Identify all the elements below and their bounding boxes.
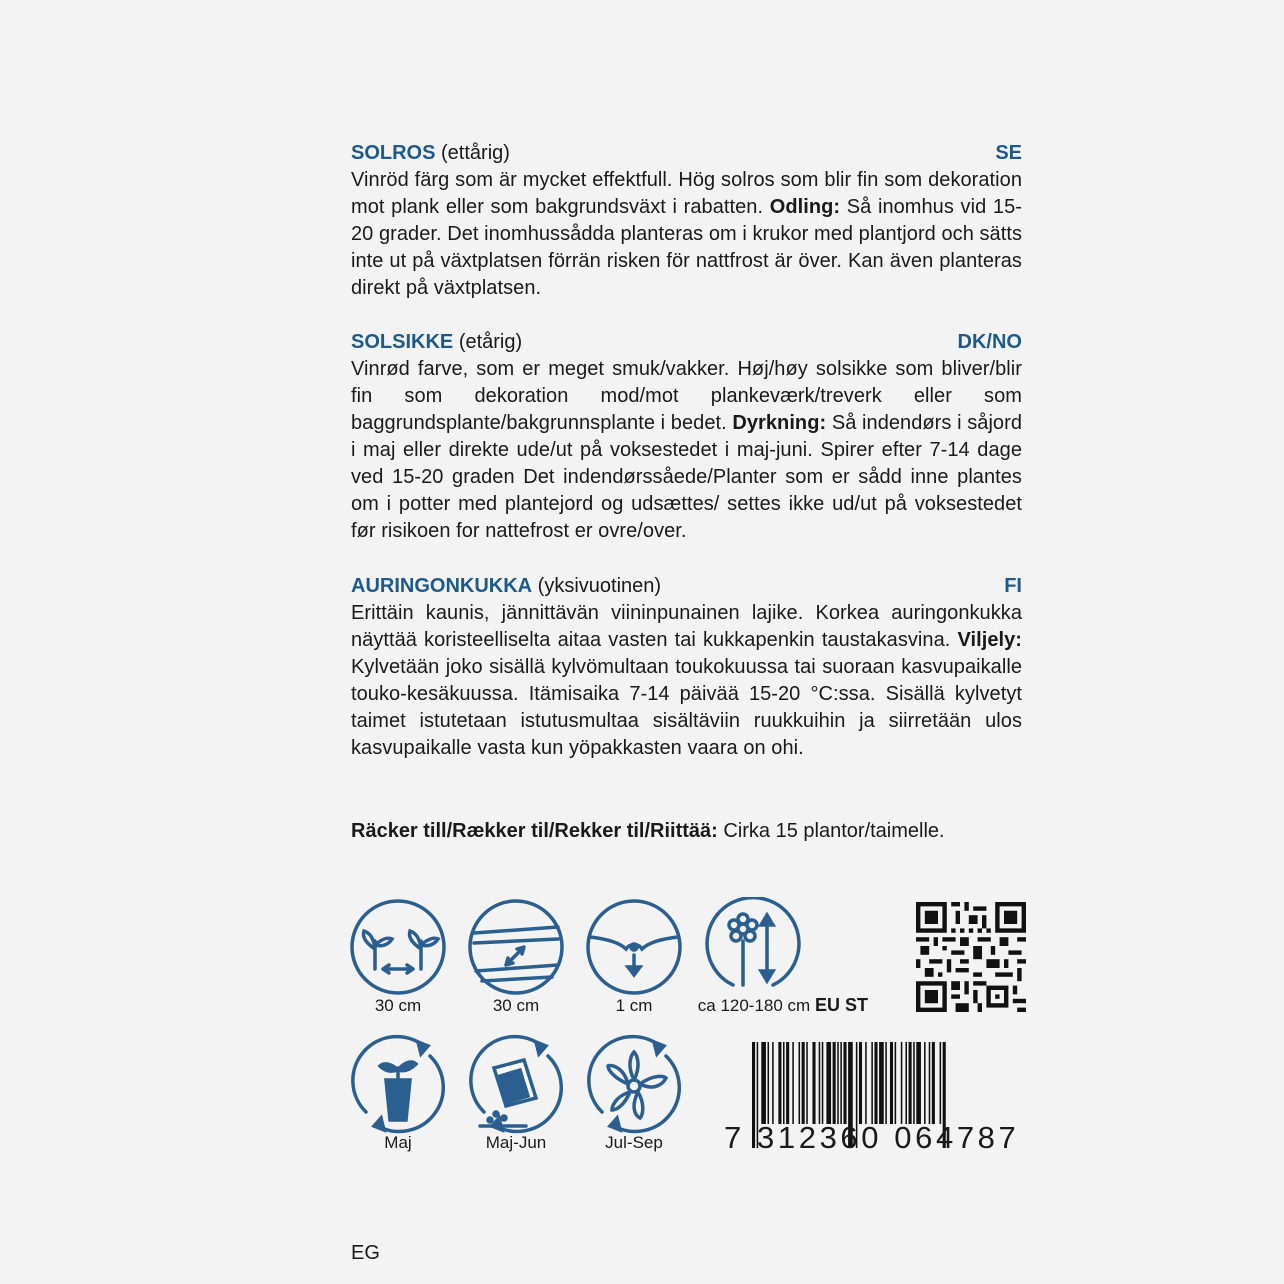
barcode-bar bbox=[833, 1042, 836, 1124]
section-body: Vinrød farve, som er meget smuk/vakker. Høj/høy solsikke som bliver/blir fin som dekoration mod/mot plankeværk/treverk eller som baggrundsplante/bakgrunnsplante i bedet. Dyrkning: Så indendørs i såjord i maj eller direkte ude/ut på voksestedet i maj-juni. Spirer efter 7-14 dage ved 15-20 graden Det indendørssåede/Planter som er sådd inne plantes om i potter med plantejord og udsættes/ settes ikke ud/ut på voksestedet før risikoen for nattefrost er ovre/over. bbox=[351, 358, 1022, 542]
section-title: AURINGONKUKKA bbox=[351, 575, 533, 597]
barcode-bar bbox=[806, 1042, 808, 1124]
section-title: SOLROS bbox=[351, 142, 436, 164]
section-body: Vinröd färg som är mycket effektfull. Hög solros som blir fin som dekoration mot plank eller som bakgrundsväxt i rabatten. Odling: Så inomhus vid 15-20 grader. Det inomhussådda planteras om i krukor med plantjord och sätts inte ut på växtplatsen förrän risken för nattfrost är över. Kan även planteras direkt på växtplatsen. bbox=[351, 169, 1022, 299]
barcode-bar bbox=[802, 1042, 805, 1124]
barcode-bar bbox=[874, 1042, 877, 1124]
barcode-bar bbox=[812, 1042, 815, 1124]
barcode-bar bbox=[799, 1042, 801, 1124]
barcode-bar bbox=[822, 1042, 824, 1124]
barcode-bar bbox=[885, 1042, 887, 1124]
barcode-bar bbox=[859, 1042, 862, 1124]
section-heading bbox=[351, 329, 1022, 356]
eu-standard-label: EU ST bbox=[815, 995, 869, 1015]
barcode-bar bbox=[792, 1042, 794, 1124]
barcode-bar bbox=[901, 1042, 903, 1124]
barcode-bar bbox=[778, 1042, 781, 1124]
barcode-bar bbox=[879, 1042, 884, 1124]
plant-spacing-icon bbox=[348, 897, 448, 997]
barcode-bar bbox=[768, 1042, 770, 1124]
language-code: SE bbox=[995, 142, 1022, 164]
barcode-bar bbox=[871, 1042, 873, 1124]
barcode-bar bbox=[826, 1042, 831, 1124]
barcode-bar bbox=[905, 1042, 907, 1124]
flowering-icon bbox=[584, 1034, 684, 1134]
indoor-sowing-icon bbox=[348, 1034, 448, 1134]
barcode-bar bbox=[837, 1042, 839, 1124]
section-subtitle: (ettårig) bbox=[441, 142, 510, 164]
barcode-bar bbox=[865, 1042, 867, 1124]
section-heading bbox=[351, 140, 1022, 167]
barcode-bar bbox=[819, 1042, 821, 1124]
barcode-bar bbox=[929, 1042, 931, 1124]
barcode-bar bbox=[916, 1042, 921, 1124]
section-fi bbox=[351, 573, 1022, 762]
section-title: SOLSIKKE bbox=[351, 331, 454, 353]
sowing-depth-icon bbox=[584, 897, 684, 997]
icon-label: 30 cm bbox=[492, 996, 540, 1015]
icon-label: ca 120-180 cm bbox=[697, 996, 811, 1015]
icon-label: Maj-Jun bbox=[485, 1133, 547, 1152]
icon-label: 1 cm bbox=[615, 996, 653, 1015]
barcode-number: 7 312360 064787 bbox=[724, 1120, 1020, 1155]
icon-label: Maj bbox=[384, 1133, 412, 1152]
barcode-bar bbox=[783, 1042, 785, 1124]
barcode-bar bbox=[840, 1042, 842, 1124]
icon-label: Jul-Sep bbox=[605, 1133, 663, 1152]
barcode-bar bbox=[940, 1042, 942, 1124]
barcode-bar bbox=[924, 1042, 926, 1124]
section-heading bbox=[351, 573, 1022, 600]
row-spacing-icon bbox=[466, 897, 566, 997]
barcode-bar bbox=[932, 1042, 935, 1124]
barcode-bar bbox=[786, 1042, 789, 1124]
language-code: FI bbox=[1004, 575, 1022, 597]
barcode-bar bbox=[761, 1042, 766, 1124]
plant-height-icon bbox=[703, 897, 803, 997]
yield-info: Räcker till/Rækker til/Rekker til/Riittää: Cirka 15 plantor/taimelle. bbox=[351, 820, 945, 842]
section-se bbox=[351, 140, 1022, 302]
barcode-bar bbox=[772, 1042, 774, 1124]
section-dk-no bbox=[351, 329, 1022, 545]
barcode-bar bbox=[843, 1042, 846, 1124]
section-subtitle: (yksivuotinen) bbox=[537, 575, 662, 597]
icon-label: 30 cm bbox=[374, 996, 422, 1015]
language-code: DK/NO bbox=[957, 331, 1022, 353]
barcode-bar bbox=[890, 1042, 893, 1124]
qr-code[interactable] bbox=[916, 902, 1026, 1012]
section-body: Erittäin kaunis, jännittävän viininpunainen lajike. Korkea auringonkukka näyttää koristeelliselta aitaa vasten tai kukkapenkin taustakasvina. Viljely: Kylvetään joko sisällä kylvömultaan toukokuussa tai suoraan kasvupaikalle touko-kesäkuussa. Itämisaika 7-14 päivää 15-20 °C:ssa. Sisällä kylvetyt taimet istutetaan istutusmultaa sisältäviin ruukkuihin ja siirretään ulos kasvupaikalle vasta kun yöpakkasten vaara on ohi. bbox=[351, 602, 1022, 759]
section-subtitle: (etårig) bbox=[458, 331, 523, 353]
footer-code: EG bbox=[351, 1242, 380, 1264]
outdoor-sowing-icon bbox=[466, 1034, 566, 1134]
barcode-bar bbox=[913, 1042, 915, 1124]
barcode-bar bbox=[909, 1042, 912, 1124]
barcode-bar bbox=[895, 1042, 897, 1124]
